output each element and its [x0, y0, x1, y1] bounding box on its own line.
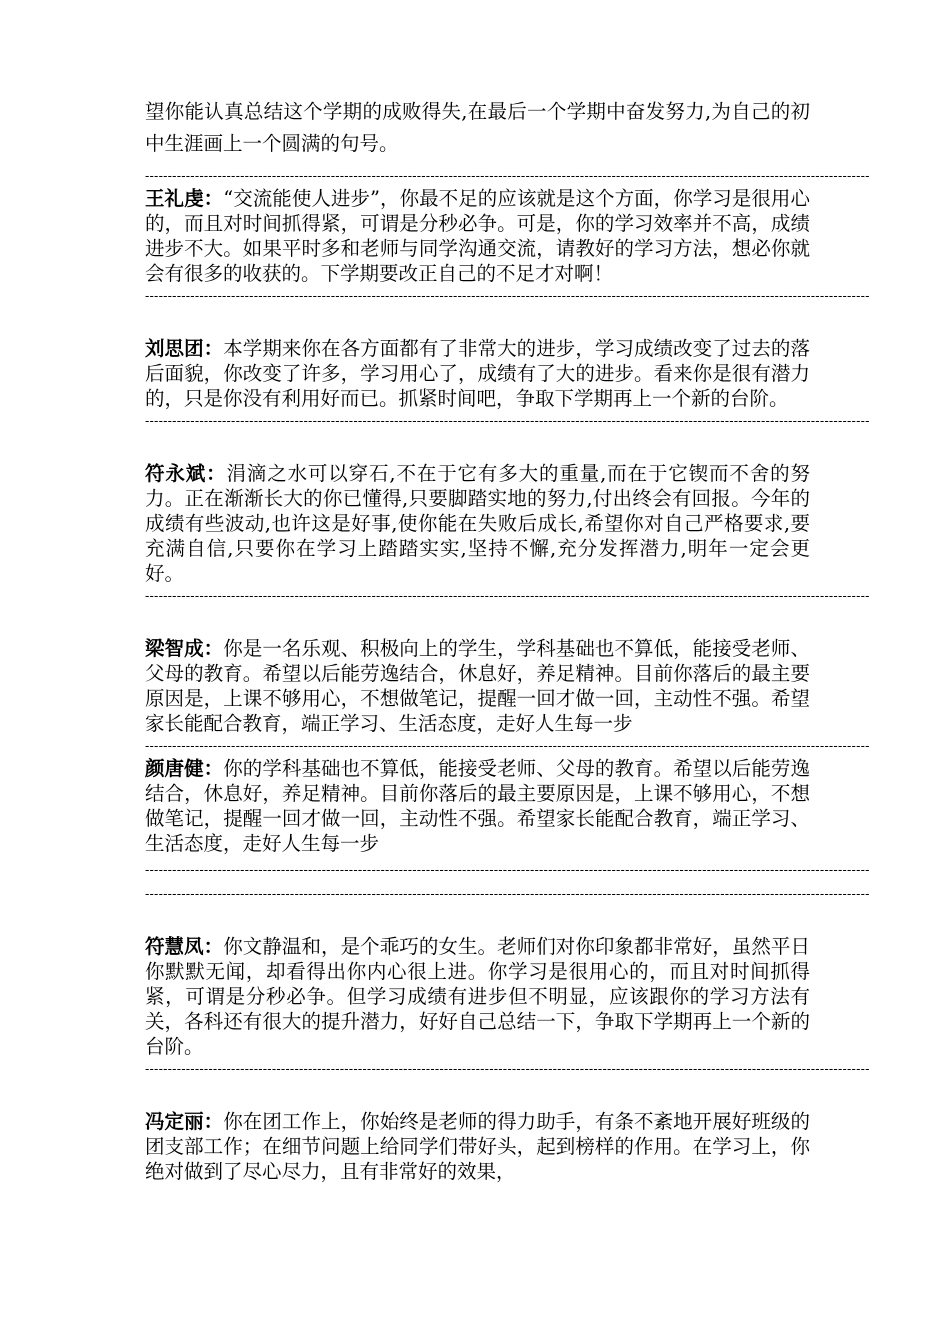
student-name: 符永斌： [145, 462, 227, 485]
separator-line: ---------------------------------------------------------------------------------------------------------------------------------------------------------------- [145, 862, 870, 877]
student-name: 冯定丽： [145, 1110, 224, 1133]
comment-liang-zhicheng [145, 636, 810, 736]
comment-wang-lijian [145, 186, 810, 286]
student-name: 王礼虔： [145, 187, 224, 210]
student-name: 梁智成： [145, 637, 224, 660]
separator-line: ---------------------------------------------------------------------------------------------------------------------------------------------------------------- [145, 886, 870, 901]
separator-line: ---------------------------------------------------------------------------------------------------------------------------------------------------------------- [145, 588, 870, 603]
separator-line: ---------------------------------------------------------------------------------------------------------------------------------------------------------------- [145, 738, 870, 753]
comment-yan-tangjian [145, 756, 810, 856]
document-page [145, 96, 870, 1184]
comment-text: 你的学科基础也不算低，能接受老师、父母的教育。希望以后能劳逸结合，休息好，养足精神。目前你落后的最主要原因是，上课不够用心，不想做笔记，提醒一回才做一回，主动性不强。希望家长能配合教育，端正学习、生活态度，走好人生每一步 [145, 757, 810, 855]
student-name: 颜唐健： [145, 757, 224, 780]
comment-text: 你在团工作上，你始终是老师的得力助手，有条不紊地开展好班级的团支部工作；在细节问题上给同学们带好头，起到榜样的作用。在学习上，你绝对做到了尽心尽力，且有非常好的效果， [145, 1110, 810, 1183]
comment-liu-situan [145, 336, 810, 411]
separator-line: ---------------------------------------------------------------------------------------------------------------------------------------------------------------- [145, 413, 870, 428]
intro-paragraph: 望你能认真总结这个学期的成败得失,在最后一个学期中奋发努力,为自己的初中生涯画上一个圆满的句号。 [145, 100, 810, 155]
comment-text: “交流能使人进步”，你最不足的应该就是这个方面，你学习是很用心的，而且对时间抓得紧，可谓是分秒必争。可是，你的学习效率并不高，成绩进步不大。如果平时多和老师与同学沟通交流，请教好的学习方法，想必你就会有很多的收获的。下学期要改正自己的不足才对啊！ [145, 187, 810, 285]
comment-fu-huifeng [145, 934, 810, 1059]
comment-text: 你是一名乐观、积极向上的学生，学科基础也不算低，能接受老师、父母的教育。希望以后能劳逸结合，休息好，养足精神。目前你落后的最主要原因是，上课不够用心，不想做笔记，提醒一回才做一回，主动性不强。希望家长能配合教育，端正学习、生活态度，走好人生每一步 [145, 637, 810, 735]
separator-line: ---------------------------------------------------------------------------------------------------------------------------------------------------------------- [145, 288, 870, 303]
comment-text: 你文静温和，是个乖巧的女生。老师们对你印象都非常好，虽然平日你默默无闻，却看得出你内心很上进。你学习是很用心的，而且对时间抓得紧，可谓是分秒必争。但学习成绩有进步但不明显，应该跟你的学习方法有关，各科还有很大的提升潜力，好好自己总结一下，争取下学期再上一个新的台阶。 [145, 935, 810, 1058]
comment-text: 涓滴之水可以穿石,不在于它有多大的重量,而在于它锲而不舍的努力。正在渐渐长大的你已懂得,只要脚踏实地的努力,付出终会有回报。今年的成绩有些波动,也许这是好事,使你能在失败后成长,希望你对自己严格要求,要充满自信,只要你在学习上踏踏实实,坚持不懈,充分发挥潜力,明年一定会更好。 [145, 462, 810, 585]
comment-fu-yongbin [145, 461, 810, 586]
student-name: 刘思团： [145, 337, 224, 360]
comment-feng-dingli [145, 1109, 810, 1184]
student-name: 符慧凤： [145, 935, 224, 958]
comment-text: 本学期来你在各方面都有了非常大的进步，学习成绩改变了过去的落后面貌，你改变了许多，学习用心了，成绩有了大的进步。看来你是很有潜力的，只是你没有利用好而已。抓紧时间吧，争取下学期再上一个新的台阶。 [145, 337, 810, 410]
separator-line: ---------------------------------------------------------------------------------------------------------------------------------------------------------------- [145, 168, 870, 183]
separator-line: ---------------------------------------------------------------------------------------------------------------------------------------------------------------- [145, 1061, 870, 1076]
